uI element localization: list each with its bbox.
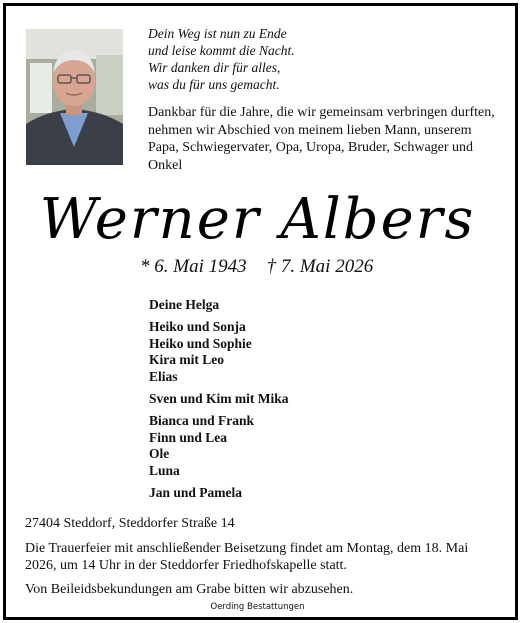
poem	[148, 25, 295, 93]
birth-date: * 6. Mai 1943	[140, 256, 247, 277]
address: 27404 Steddorf, Steddorfer Straße 14	[25, 516, 235, 531]
mourner-group	[149, 413, 289, 480]
mourner-name: Elias	[149, 369, 178, 385]
mourner-name: Heiko und Sonja	[149, 318, 246, 334]
poem-line: Dein Weg ist nun zu Ende	[148, 26, 287, 41]
mourner-group	[149, 391, 289, 408]
mourner-name: Ole	[149, 446, 170, 462]
life-dates	[140, 256, 373, 278]
ceremony-info: Die Trauerfeier mit anschließender Beisetzung findet am Montag, dem 18. Mai 2026, um 14 Uhr in der Steddorfer Friedhofskapelle statt.	[25, 541, 469, 573]
mourner-name: Bianca und Frank	[149, 412, 255, 428]
undertaker-name: Oerding Bestattungen	[210, 602, 305, 612]
mourner-name: Kira mit Leo	[149, 352, 224, 368]
deceased-name: Werner Albers	[39, 187, 476, 252]
mourner-name: Jan und Pamela	[149, 484, 243, 500]
mourner-group	[149, 319, 289, 386]
poem-line: und leise kommt die Nacht.	[148, 43, 295, 58]
mourner-name: Deine Helga	[149, 297, 220, 312]
mourner-name: Luna	[149, 463, 180, 479]
mourner-group	[149, 297, 289, 314]
mourner-name: Sven und Kim mit Mika	[149, 390, 289, 406]
death-date: † 7. Mai 2026	[266, 256, 374, 277]
intro-text: Dankbar für die Jahre, die wir gemeinsam verbringen durften, nehmen wir Abschied von meinem lieben Mann, unserem Papa, Schwiegervater, Opa, Uropa, Bruder, Schwager und Onkel	[148, 105, 495, 173]
portrait-photo	[26, 29, 123, 165]
poem-line: was du für uns gemacht.	[148, 77, 280, 92]
condolence-note: Von Beileidsbekundungen am Grabe bitten wir abzusehen.	[25, 582, 354, 597]
mourner-list	[149, 297, 289, 507]
mourner-name: Heiko und Sophie	[149, 335, 252, 351]
portrait-image	[26, 29, 123, 165]
mourner-name: Finn und Lea	[149, 429, 228, 445]
poem-line: Wir danken dir für alles,	[148, 60, 281, 75]
mourner-group	[149, 485, 289, 502]
